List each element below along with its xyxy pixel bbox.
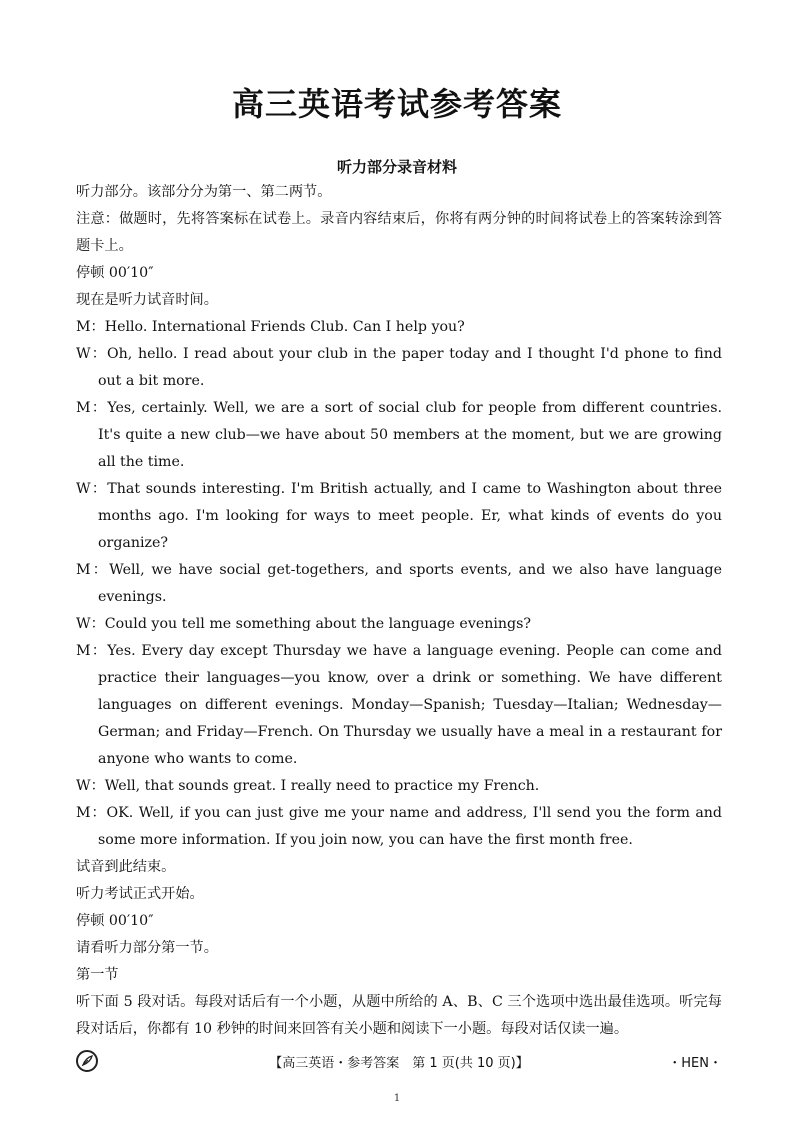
document-body bbox=[76, 179, 722, 1043]
footer-code: ・HEN・ bbox=[668, 1056, 722, 1071]
dialogue-line: W：That sounds interesting. I'm British actually, and I came to Washington about three months ago. I'm looking for ways to meet people. Er, what kinds of events do you organize? bbox=[76, 481, 722, 551]
text-paragraph: 第一节 bbox=[76, 967, 119, 983]
dialogue-line: M：Yes, certainly. Well, we are a sort of social club for people from different countries. It's quite a new club—we have about 50 members at the moment, but we are growing all the time. bbox=[76, 400, 722, 470]
text-paragraph: 停顿 00′10″ bbox=[76, 265, 154, 281]
dialogue-line: M：Hello. International Friends Club. Can I help you? bbox=[76, 319, 465, 335]
dialogue-line: M：Well, we have social get-togethers, and sports events, and we also have language evenings. bbox=[76, 562, 722, 605]
dialogue-line: W：Could you tell me something about the language evenings? bbox=[76, 616, 532, 632]
text-paragraph: 现在是听力试音时间。 bbox=[76, 292, 218, 308]
page-number: 1 bbox=[393, 1093, 401, 1104]
dialogue-line: W：Oh, hello. I read about your club in the paper today and I thought I'd phone to find out a bit more. bbox=[76, 346, 722, 389]
dialogue-line: M：OK. Well, if you can just give me your name and address, I'll send you the form and some more information. If you join now, you can have the first month free. bbox=[76, 805, 722, 848]
text-paragraph: 试音到此结束。 bbox=[76, 859, 176, 875]
text-paragraph: 停顿 00′10″ bbox=[76, 913, 154, 929]
page-title: 高三英语考试参考答案 bbox=[231, 85, 562, 123]
footer-page-info: 【高三英语・参考答案 第 1 页(共 10 页)】 bbox=[269, 1056, 529, 1071]
section-subtitle: 听力部分录音材料 bbox=[336, 158, 457, 176]
text-paragraph: 听下面 5 段对话。每段对话后有一个小题，从题中所给的 A、B、C 三个选项中选出最佳选项。听完每段对话后，你都有 10 秒钟的时间来回答有关小题和阅读下一小题。每段对话仅读一遍。 bbox=[76, 994, 722, 1037]
page-footer bbox=[76, 1050, 722, 1074]
text-paragraph: 请看听力部分第一节。 bbox=[76, 940, 218, 956]
text-paragraph: 注意：做题时，先将答案标在试卷上。录音内容结束后，你将有两分钟的时间将试卷上的答案转涂到答题卡上。 bbox=[76, 211, 722, 254]
text-paragraph: 听力考试正式开始。 bbox=[76, 886, 204, 902]
dialogue-line: M：Yes. Every day except Thursday we have a language evening. People can come and practice their languages—you know, over a drink or something. We have different languages on different evenings. Monday—Spanish; Tuesday—Italian; Wednesday—German; and Friday—French. On Thursday we usually have a meal in a restaurant for anyone who wants to come. bbox=[76, 643, 722, 767]
dialogue-line: W：Well, that sounds great. I really need to practice my French. bbox=[76, 778, 540, 794]
text-paragraph: 听力部分。该部分分为第一、第二两节。 bbox=[76, 184, 332, 200]
